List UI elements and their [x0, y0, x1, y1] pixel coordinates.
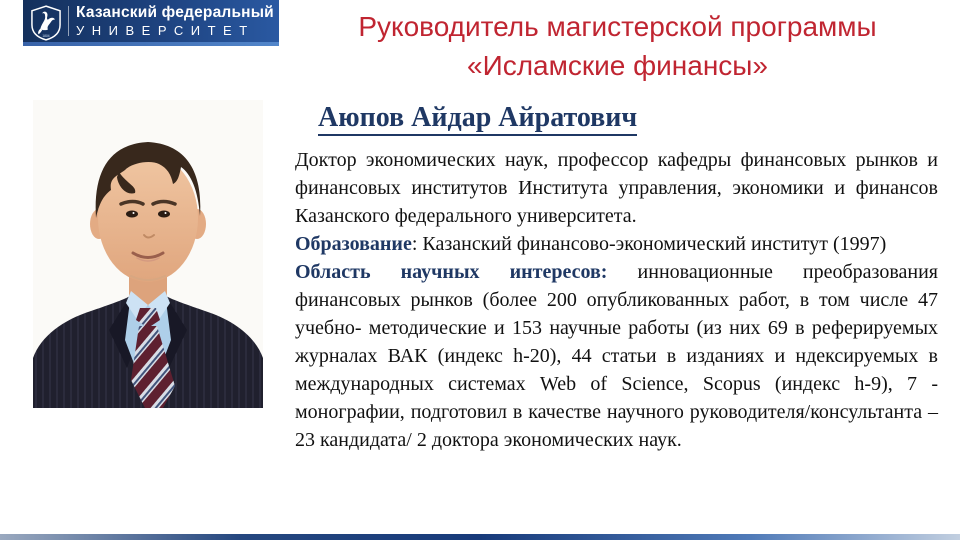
person-name-text: Аюпов Айдар Айратович — [318, 102, 637, 136]
portrait-illustration — [33, 100, 263, 408]
footer-bar — [0, 534, 960, 540]
summary-text: Доктор экономических наук, профессор кафедры финансовых рынков и финансовых институтов Института управления, экономики и финансов Казанского федерального университета. — [295, 149, 938, 227]
interests-paragraph — [295, 258, 938, 454]
education-text: : Казанский финансово-экономический институт (1997) — [411, 233, 887, 255]
university-name-line2: УНИВЕРСИТЕТ — [76, 23, 255, 39]
university-banner — [23, 0, 279, 46]
interests-label: Область научных интересов: — [295, 261, 608, 283]
portrait-photo — [33, 100, 263, 408]
university-shield-icon — [31, 5, 61, 41]
slide-title-line2: «Исламские финансы» — [467, 50, 768, 81]
summary-paragraph — [295, 146, 938, 230]
education-label: Образование — [295, 233, 412, 255]
banner-divider — [68, 6, 69, 36]
slide-title — [295, 7, 940, 85]
shield-year: 1804 — [42, 34, 50, 39]
slide-title-line1: Руководитель магистерской программы — [358, 11, 877, 42]
university-name-line1: Казанский федеральный — [76, 3, 274, 21]
person-name — [318, 102, 637, 134]
education-paragraph — [295, 230, 938, 258]
banner-text — [76, 5, 274, 42]
biography — [295, 146, 938, 454]
interests-text: инновационные преобразования финансовых рынков (более 200 опубликованных работ, в том числе 47 учебно- методические и 153 научные работы (из них 69 в реферируемых журналах ВАК (индекс h-20), 44 статьи в изданиях и ндексируемых в международных системах Web of Science, Scopus (индекс h-9), 7 - монографии, подготовил в качестве научного руководителя/консультанта – 23 кандидата/ 2 доктора экономических наук. — [295, 261, 938, 451]
